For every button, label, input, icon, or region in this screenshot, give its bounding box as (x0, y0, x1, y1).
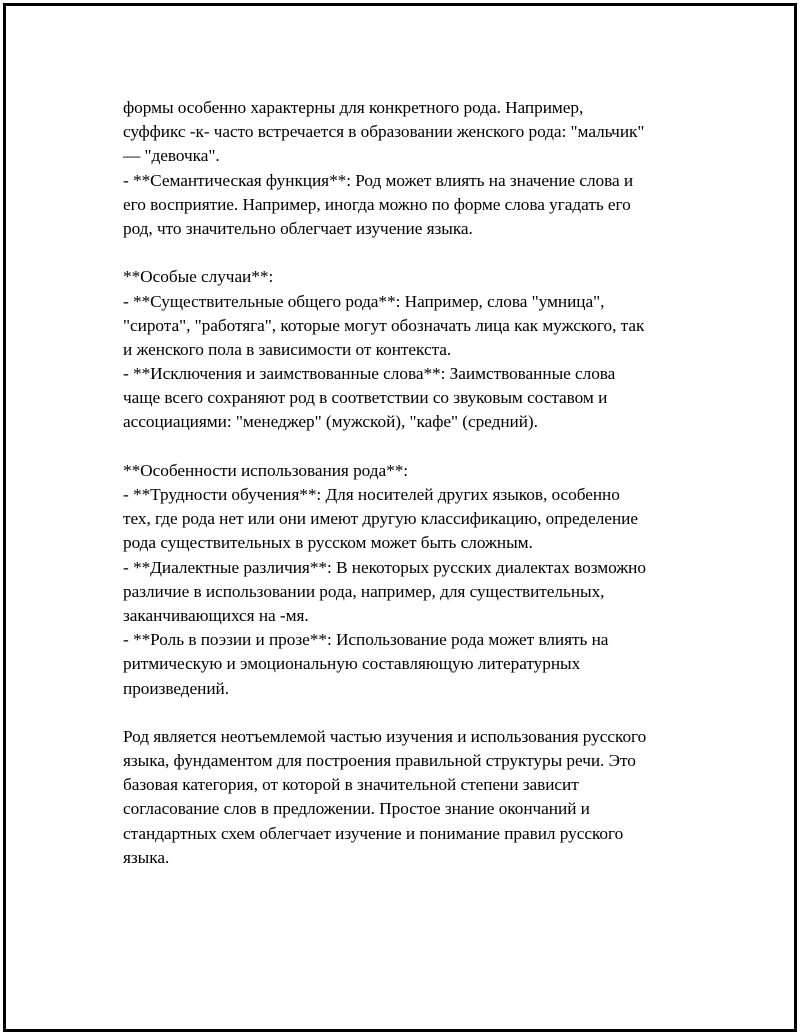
text-line: формы особенно характерны для конкретного рода. Например, (123, 98, 584, 117)
text-line: чаще всего сохраняют род в соответствии со звуковым составом и (123, 388, 608, 408)
text-line: - **Существительные общего рода**: Например, слова "умница", (123, 291, 605, 311)
text-line: согласование слов в предложении. Простое знание окончаний и (123, 799, 590, 819)
text-line: род, что значительно облегчает изучение языка. (123, 218, 473, 238)
text-line: - **Диалектные различия**: В некоторых русских диалектах возможно (123, 557, 646, 577)
text-line: заканчивающихся на -мя. (123, 605, 309, 625)
section-heading: **Особые случаи**: (123, 267, 274, 287)
text-line: различие в использовании рода, например, для существительных, (123, 581, 605, 601)
text-line: рода существительных в русском может быть сложным. (123, 533, 533, 553)
text-line: Род является неотъемлемой частью изучения и использования русского (123, 726, 647, 746)
text-line: ассоциациями: "менеджер" (мужской), "кафе" (средний). (123, 412, 538, 432)
text-line: стандартных схем облегчает изучение и понимание правил русского (123, 823, 624, 843)
text-line: - **Роль в поэзии и прозе**: Использование рода может влиять на (123, 630, 609, 650)
text-line: языка, фундаментом для построения правильной структуры речи. Это (123, 751, 636, 771)
section-heading: **Особенности использования рода**: (123, 460, 409, 480)
text-line: - **Трудности обучения**: Для носителей других языков, особенно (123, 485, 620, 504)
text-line: — "девочка". (123, 146, 220, 166)
text-line: "сирота", "работяга", которые могут обозначать лица как мужского, так (123, 315, 645, 335)
text-line: - **Семантическая функция**: Род может влиять на значение слова и (123, 170, 634, 190)
paragraph-gap (123, 241, 723, 265)
paragraph-gap (123, 435, 723, 459)
text-line: ритмическую и эмоциональную составляющую литературных (123, 654, 581, 674)
text-line: суффикс -к- часто встречается в образовании женского рода: "мальчик" (123, 122, 645, 142)
text-line: произведений. (123, 678, 229, 698)
text-line: - **Исключения и заимствованные слова**: Заимствованные слова (123, 364, 616, 384)
text-line: тех, где рода нет или они имеют другую классификацию, определение (123, 509, 638, 529)
document-text (123, 96, 723, 870)
page-frame (3, 3, 797, 1032)
text-line: его восприятие. Например, иногда можно по форме слова угадать его (123, 194, 631, 214)
paragraph-gap (123, 701, 723, 725)
text-line: и женского пола в зависимости от контекста. (123, 339, 452, 359)
text-line: базовая категория, от которой в значительной степени зависит (123, 775, 579, 795)
text-line: языка. (123, 847, 170, 867)
